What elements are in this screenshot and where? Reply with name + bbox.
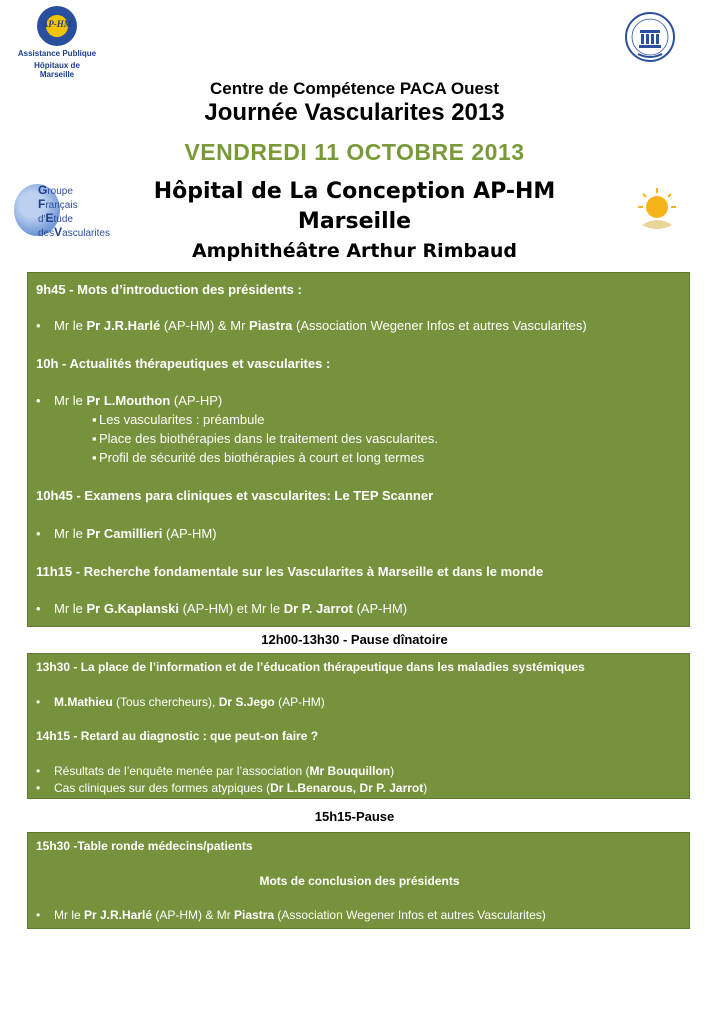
speaker-item: • Cas cliniques sur des formes atypiques (Dr L.Benarous, Dr P. Jarrot) [36, 781, 428, 795]
city-name: Marseille [297, 209, 412, 234]
ap-hm-logo-line2: Hôpitaux de Marseille [34, 61, 80, 79]
event-title: Journée Vascularites 2013 [204, 99, 505, 126]
afternoon-pause: 15h15-Pause [314, 809, 395, 824]
ap-hm-emblem-icon: AP-HM [37, 6, 77, 46]
topic-item: ▪ Les vascularites : préambule [92, 412, 265, 427]
conclusion-title: Mots de conclusion des présidents [259, 874, 460, 888]
speaker-item: • Résultats de l’enquête menée par l’association (Mr Bouquillon) [36, 764, 395, 778]
session-title: 15h30 -Table ronde médecins/patients [36, 839, 253, 853]
speaker-item: • Mr le Pr J.R.Harlé (AP-HM) & Mr Piastra (Association Wegener Infos et autres Vascularites) [36, 908, 546, 922]
universite-mediterranee-logo-icon [620, 10, 680, 64]
ap-hm-logo [16, 6, 98, 79]
speaker-item: • Mr le Pr G.Kaplanski (AP-HM) et Mr le Dr P. Jarrot (AP-HM) [36, 601, 408, 616]
event-date: VENDREDI 11 OCTOBRE 2013 [184, 139, 525, 165]
speaker-item: • Mr le Pr Camillieri (AP-HM) [36, 526, 217, 541]
lunch-pause: 12h00-13h30 - Pause dînatoire [261, 632, 448, 647]
gfev-logo: Groupe Français d'Etude desVascularites [14, 180, 114, 242]
speaker-item: • M.Mathieu (Tous chercheurs), Dr S.Jego (AP-HM) [36, 695, 325, 709]
speaker-item: • Mr le Pr J.R.Harlé (AP-HM) & Mr Piastra (Association Wegener Infos et autres Vascularites) [36, 318, 587, 333]
session-title: 14h15 - Retard au diagnostic : que peut-on faire ? [36, 729, 319, 743]
afternoon-program-box [27, 653, 690, 799]
session-title: 9h45 - Mots d’introduction des présidents : [36, 282, 302, 297]
session-title: 10h45 - Examens para cliniques et vascularites: Le TEP Scanner [36, 488, 434, 503]
ap-hm-logo-line1: Assistance Publique [17, 49, 97, 58]
topic-item: ▪ Place des biothérapies dans le traitement des vascularites. [92, 431, 438, 446]
topic-item: ▪ Profil de sécurité des biothérapies à court et long termes [92, 450, 425, 465]
session-title: 11h15 - Recherche fondamentale sur les Vascularites à Marseille et dans le monde [36, 564, 544, 579]
morning-program-box [27, 272, 690, 627]
centre-competence-heading: Centre de Compétence PACA Ouest [209, 79, 500, 98]
closing-program-box [27, 832, 690, 929]
session-title: 10h - Actualités thérapeutiques et vascularites : [36, 356, 331, 371]
room-name: Amphithéâtre Arthur Rimbaud [191, 240, 518, 262]
hospital-name: Hôpital de La Conception AP-HM [153, 179, 556, 204]
speaker-item: • Mr le Pr L.Mouthon (AP-HP) [36, 393, 223, 408]
session-title: 13h30 - La place de l’information et de l’éducation thérapeutique dans les maladies systémiques [36, 660, 585, 674]
